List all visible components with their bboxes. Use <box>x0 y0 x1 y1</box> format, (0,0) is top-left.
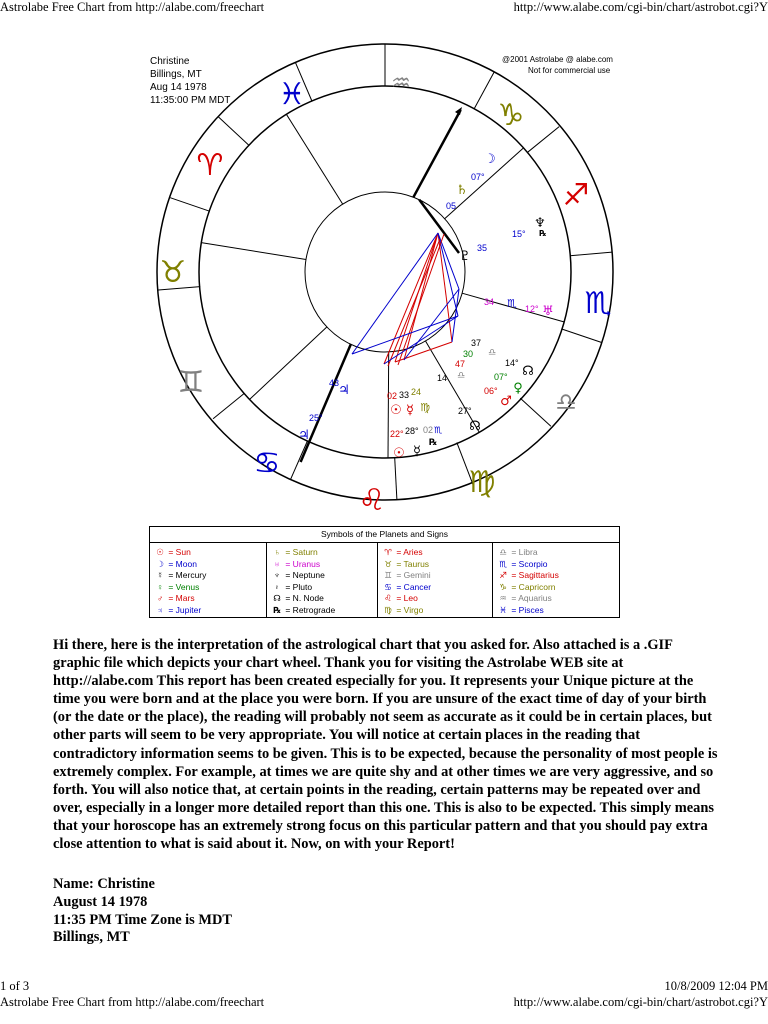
legend-label: = Venus <box>166 581 200 592</box>
legend-row <box>497 547 559 559</box>
legend-glyph-icon: ♃ <box>156 604 164 615</box>
retrograde-icon: ℞ <box>539 229 547 238</box>
birth-name: Name: Christine <box>53 876 155 892</box>
sign-divider <box>291 441 308 479</box>
legend-label: = Leo <box>394 593 418 604</box>
gemini-icon: ♊ <box>177 365 205 400</box>
retrograde-icon: ℞ <box>428 438 438 448</box>
degree-label: 02 <box>387 391 398 401</box>
birth-info <box>53 876 232 947</box>
legend-glyph-icon: ♌ <box>384 593 392 604</box>
legend-glyph-icon: ♄ <box>273 547 281 557</box>
legend-label: = Pluto <box>283 581 313 592</box>
legend-glyph-icon: ☽ <box>156 558 164 569</box>
birth-time: 11:35 PM Time Zone is MDT <box>53 911 232 928</box>
saturn-icon: ♄ <box>456 183 468 198</box>
sign-glyphs <box>160 71 612 518</box>
virgo-icon: ♍ <box>468 465 496 500</box>
legend-col-signs-1 <box>382 547 431 617</box>
legend-row <box>271 593 335 605</box>
aspect-line <box>398 234 444 365</box>
legend-glyph-icon: ♋ <box>384 581 392 592</box>
leo-icon: ♌ <box>358 483 386 518</box>
degree-label: 12° <box>525 304 539 314</box>
degree-label: 43 <box>329 378 340 388</box>
venus-icon: ♀ <box>513 381 523 396</box>
house-cusp <box>201 243 306 260</box>
interpretation-paragraph: Hi there, here is the interpretation of the astrological chart that you asked for. Also attached is a .GIF graphic file which depicts your chart wheel. Thank you for visiting the Astrolabe WEB site at http://alabe.com This report has been created especially for you. It represents your Unique picture at the time you were born and at the place you were born. If you are unsure of the exact time of day of your birth (or the date or the place), the reading will probably not seem as accurate as it could be in certain places, but other parts will seem to be very appropriate. You will notice at certain places in the reading that contradictory information seems to be given. This is to be expected, because the personality of most people is extremely complex. For example, at times we are quite shy and at other times we are very aggressive, and so forth. You will also notice that, at certain points in the reading, certain patterns may be repeated over and over, especially in a longer more detailed report than this one. This is also to be expected. This simply means that your horoscope has an extremely strong focus on this particular pattern and that you should pay extra close attention to what is said about it. Now, on with your Report! <box>53 637 718 853</box>
sign-divider <box>213 393 245 419</box>
legend-glyph-icon: ☊ <box>273 593 281 604</box>
legend-col-planets-1 <box>154 547 206 617</box>
degree-label: 06° <box>484 386 498 396</box>
degree-label: 22° <box>390 429 404 439</box>
legend-row <box>382 559 431 571</box>
legend-glyph-icon: ♒ <box>499 593 507 604</box>
legend-label: = Jupiter <box>166 604 202 615</box>
legend-glyph-icon: ♀ <box>156 581 164 592</box>
chart-notice: Not for commercial use <box>528 66 611 75</box>
legend-row <box>154 547 206 559</box>
legend-row <box>154 570 206 582</box>
legend-row <box>382 593 431 605</box>
chart-date: Aug 14 1978 <box>150 82 207 93</box>
aquarius-icon: ♒ <box>391 71 411 96</box>
aries-icon: ♈ <box>196 148 224 183</box>
legend-label: = Mars <box>166 593 195 604</box>
aspect-line <box>384 233 438 364</box>
legend-glyph-icon: ♆ <box>273 570 281 581</box>
degree-label: 25° <box>309 413 323 423</box>
symbols-legend <box>149 526 620 618</box>
page-header-right: http://www.alabe.com/cgi-bin/chart/astrobot.cgi?Y <box>513 0 768 14</box>
legend-row <box>497 559 559 571</box>
aspect-line <box>352 316 458 354</box>
legend-row <box>497 593 559 605</box>
sun-icon: ☉ <box>390 403 402 418</box>
mercury-icon: ☿ <box>413 444 421 459</box>
legend-row <box>382 570 431 582</box>
degree-label: 02 <box>423 425 434 435</box>
legend-label: = Saturn <box>283 547 318 557</box>
libra-icon: ♎ <box>555 388 577 416</box>
scorpio-icon: ♏ <box>584 286 612 321</box>
inner-ring <box>305 192 465 352</box>
legend-label: = Uranus <box>283 558 321 569</box>
legend-glyph-icon: ☿ <box>156 570 164 581</box>
degree-label: 07° <box>471 172 485 182</box>
page-footer-right: http://www.alabe.com/cgi-bin/chart/astrobot.cgi?Y <box>513 995 768 1009</box>
degree-label: 33 <box>399 390 410 400</box>
degree-label: 28° <box>405 426 419 436</box>
degree-label: 30 <box>463 349 474 359</box>
legend-col-planets-2 <box>271 547 335 617</box>
legend-row <box>154 605 206 617</box>
sign-divider <box>527 127 559 153</box>
chart-time: 11:35:00 PM MDT <box>150 95 231 106</box>
capricorn-icon: ♑ <box>497 98 525 133</box>
degree-label: 37 <box>471 338 482 348</box>
legend-row <box>154 593 206 605</box>
jupiter-icon: ♃ <box>338 383 350 398</box>
degree-label: 14° <box>505 358 519 368</box>
legend-glyph-icon: ♂ <box>156 593 164 604</box>
chart-place: Billings, MT <box>150 69 202 80</box>
sign-divider <box>570 252 612 256</box>
legend-label: = Capricorn <box>509 581 556 592</box>
legend-label: = N. Node <box>283 593 324 604</box>
virgo-mini-icon: ♍ <box>420 401 430 414</box>
pluto-icon: ♇ <box>459 249 471 264</box>
legend-glyph-icon: ♓ <box>499 604 507 615</box>
legend-label: = Cancer <box>394 581 432 592</box>
aspect-line <box>404 233 438 360</box>
degree-label: 15° <box>512 229 526 239</box>
birth-date: August 14 1978 <box>53 893 148 910</box>
legend-label: = Libra <box>509 547 538 557</box>
moon-icon: ☽ <box>484 152 496 167</box>
legend-label: = Scorpio <box>509 558 548 569</box>
north-node-icon: ☊ <box>469 419 481 434</box>
ascendant-line <box>301 344 351 462</box>
neptune-icon: ♆ <box>534 216 546 231</box>
house-cusp <box>250 327 327 399</box>
scorpio-mini-icon: ♏ <box>433 426 443 436</box>
sign-divider <box>474 72 494 109</box>
print-timestamp: 10/8/2009 12:04 PM <box>664 979 768 993</box>
legend-row <box>382 605 431 617</box>
legend-label: = Retrograde <box>283 604 336 615</box>
chart-copyright: @2001 Astrolabe @ alabe.com <box>502 55 613 64</box>
sign-divider <box>170 198 210 212</box>
sun-icon: ☉ <box>393 446 405 461</box>
outer-ring <box>157 44 613 500</box>
legend-label: = Sun <box>166 547 191 557</box>
legend-glyph-icon: ♏ <box>499 558 507 569</box>
legend-glyph-icon: ☉ <box>156 547 164 557</box>
mars-icon: ♂ <box>500 394 512 409</box>
legend-glyph-icon: ♊ <box>384 570 392 581</box>
house-cusp <box>286 114 342 204</box>
pisces-icon: ♓ <box>278 77 306 112</box>
sign-divider <box>561 329 601 343</box>
legend-label: = Mercury <box>166 570 207 581</box>
legend-row <box>497 582 559 594</box>
midheaven-line <box>413 110 460 197</box>
legend-row <box>271 582 335 594</box>
legend-glyph-icon: ℞ <box>273 604 281 615</box>
degree-label: 24 <box>411 387 422 397</box>
aspect-line <box>395 342 452 362</box>
cancer-icon: ♋ <box>253 446 281 481</box>
house-cusp <box>388 352 389 458</box>
sign-divider <box>395 458 397 500</box>
sign-divider <box>520 398 551 426</box>
zodiac-ring <box>196 86 571 458</box>
degree-label: 27° <box>458 406 472 416</box>
legend-row <box>271 605 335 617</box>
legend-row <box>382 582 431 594</box>
legend-row <box>497 570 559 582</box>
page-footer-left: Astrolabe Free Chart from http://alabe.com/freechart <box>0 995 265 1009</box>
birth-place: Billings, MT <box>53 929 130 946</box>
legend-label: = Neptune <box>283 570 325 581</box>
legend-row <box>154 559 206 571</box>
mercury-icon: ☿ <box>406 403 414 418</box>
libra-mini-icon: ♎ <box>456 371 466 381</box>
libra-mini-icon: ♎ <box>487 348 497 358</box>
jupiter-icon: ♃ <box>298 428 310 443</box>
legend-glyph-icon: ♉ <box>384 558 392 569</box>
legend-title: Symbols of the Planets and Signs <box>150 527 619 543</box>
uranus-icon: ♅ <box>542 304 554 319</box>
sagittarius-icon: ♐ <box>562 178 590 213</box>
legend-label: = Virgo <box>394 604 424 615</box>
scorpio-mini-icon: ♏ <box>507 297 517 310</box>
legend-glyph-icon: ♑ <box>499 581 507 592</box>
legend-glyph-icon: ♐ <box>499 570 507 581</box>
degree-label: 14 <box>437 373 448 383</box>
legend-label: = Pisces <box>509 604 544 615</box>
legend-row <box>271 559 335 571</box>
legend-row <box>382 547 431 559</box>
page-number: 1 of 3 <box>0 979 30 993</box>
degree-label: 07° <box>494 372 508 382</box>
degree-label: 05 <box>446 201 457 211</box>
legend-label: = Gemini <box>394 570 431 581</box>
legend-glyph-icon: ♎ <box>499 547 507 557</box>
sign-divider <box>218 117 249 145</box>
north-node-icon: ☊ <box>522 364 534 379</box>
aspect-lines <box>352 233 459 366</box>
legend-row <box>497 605 559 617</box>
degree-label: 35 <box>477 243 488 253</box>
legend-glyph-icon: ♍ <box>384 604 392 615</box>
taurus-icon: ♉ <box>159 255 187 290</box>
legend-label: = Taurus <box>394 558 430 569</box>
planet-glyphs <box>298 152 554 461</box>
legend-label: = Moon <box>166 558 197 569</box>
legend-label: = Aquarius <box>509 593 552 604</box>
aspect-line <box>384 316 458 364</box>
legend-col-signs-2 <box>497 547 559 617</box>
legend-row <box>154 582 206 594</box>
legend-glyph-icon: ♈ <box>384 547 392 557</box>
aspect-line <box>352 233 438 354</box>
legend-label: = Aries <box>394 547 423 557</box>
legend-glyph-icon: ♅ <box>273 558 281 569</box>
midheaven-arrow <box>455 107 462 115</box>
degree-label: 47 <box>455 359 466 369</box>
chart-name: Christine <box>150 56 190 67</box>
degree-label: 34 <box>484 297 495 307</box>
legend-label: = Sagittarius <box>509 570 559 581</box>
legend-glyph-icon: ♇ <box>273 581 281 592</box>
legend-row <box>271 570 335 582</box>
page-header-left: Astrolabe Free Chart from http://alabe.com/freechart <box>0 0 265 14</box>
legend-row <box>271 547 335 559</box>
